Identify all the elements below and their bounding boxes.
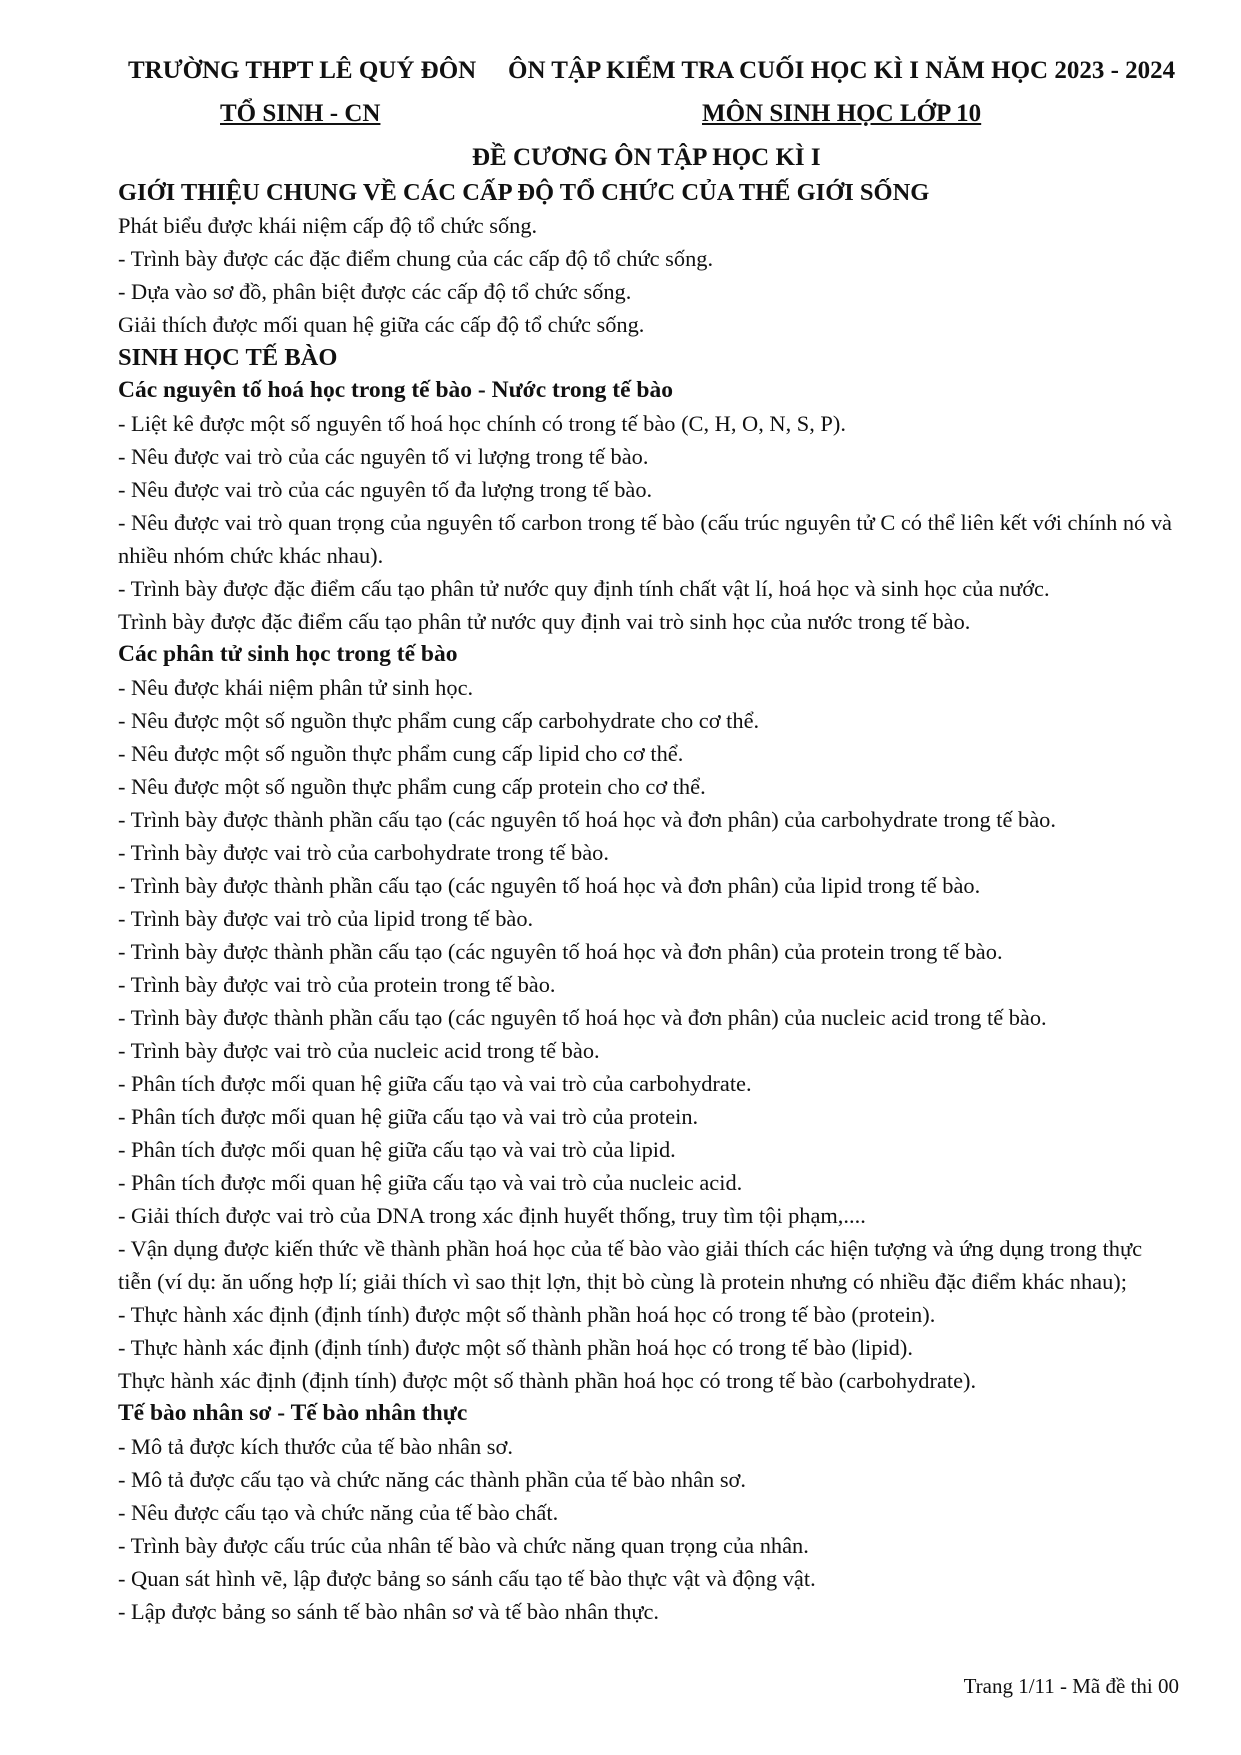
content-line: - Trình bày được vai trò của lipid trong tế bào. <box>118 906 534 931</box>
content-line: Phát biểu được khái niệm cấp độ tổ chức sống. <box>118 213 538 238</box>
content-line: - Phân tích được mối quan hệ giữa cấu tạo và vai trò của lipid. <box>118 1137 676 1162</box>
content-line: - Nêu được khái niệm phân tử sinh học. <box>118 675 474 700</box>
content-line: - Trình bày được cấu trúc của nhân tế bào và chức năng quan trọng của nhân. <box>118 1533 809 1558</box>
content-line: - Nêu được một số nguồn thực phẩm cung cấp lipid cho cơ thể. <box>118 741 684 766</box>
content-line: - Trình bày được thành phần cấu tạo (các nguyên tố hoá học và đơn phân) của lipid trong tế bào. <box>118 873 981 898</box>
school-name: TRƯỜNG THPT LÊ QUÝ ĐÔN <box>128 57 477 84</box>
content-line: - Dựa vào sơ đồ, phân biệt được các cấp độ tổ chức sống. <box>118 279 632 304</box>
content-line: - Nêu được một số nguồn thực phẩm cung cấp carbohydrate cho cơ thể. <box>118 708 760 733</box>
content-line: - Trình bày được vai trò của protein trong tế bào. <box>118 972 556 997</box>
subject-name: MÔN SINH HỌC LỚP 10 <box>702 100 982 127</box>
content-line: - Trình bày được đặc điểm cấu tạo phân tử nước quy định tính chất vật lí, hoá học và sinh học của nước. <box>118 576 1050 601</box>
section-heading: GIỚI THIỆU CHUNG VỀ CÁC CẤP ĐỘ TỔ CHỨC CỦA THẾ GIỚI SỐNG <box>118 179 930 206</box>
section-heading: SINH HỌC TẾ BÀO <box>118 344 338 371</box>
content-line: - Trình bày được vai trò của carbohydrate trong tế bào. <box>118 840 609 865</box>
content-line: - Phân tích được mối quan hệ giữa cấu tạo và vai trò của carbohydrate. <box>118 1071 752 1096</box>
content-line: Thực hành xác định (định tính) được một số thành phần hoá học có trong tế bào (carbohydrate). <box>118 1368 977 1393</box>
content-line: - Nêu được vai trò của các nguyên tố vi lượng trong tế bào. <box>118 444 649 469</box>
content-line: - Liệt kê được một số nguyên tố hoá học chính có trong tế bào (C, H, O, N, S, P). <box>118 411 846 436</box>
document-body <box>118 176 1178 1628</box>
content-line: Trình bày được đặc điểm cấu tạo phân tử nước quy định vai trò sinh học của nước trong tế bào. <box>118 609 971 634</box>
content-line: - Thực hành xác định (định tính) được một số thành phần hoá học có trong tế bào (lipid). <box>118 1335 913 1360</box>
subsection-heading: Các phân tử sinh học trong tế bào <box>118 641 458 667</box>
department-name: TỔ SINH - CN <box>220 100 381 127</box>
subsection-heading: Các nguyên tố hoá học trong tế bào - Nước trong tế bào <box>118 377 673 403</box>
document-title: ĐỀ CƯƠNG ÔN TẬP HỌC KÌ I <box>472 144 821 171</box>
content-line: - Nêu được vai trò của các nguyên tố đa lượng trong tế bào. <box>118 477 653 502</box>
content-line: - Trình bày được thành phần cấu tạo (các nguyên tố hoá học và đơn phân) của nucleic acid trong tế bào. <box>118 1005 1047 1030</box>
content-line: - Thực hành xác định (định tính) được một số thành phần hoá học có trong tế bào (protein). <box>118 1302 936 1327</box>
exam-title: ÔN TẬP KIỂM TRA CUỐI HỌC KÌ I NĂM HỌC 2023 - 2024 <box>508 57 1176 84</box>
page-footer: Trang 1/11 - Mã đề thi 00 <box>963 1674 1179 1698</box>
content-line: - Lập được bảng so sánh tế bào nhân sơ và tế bào nhân thực. <box>118 1599 660 1624</box>
subsection-heading: Tế bào nhân sơ - Tế bào nhân thực <box>118 1400 468 1426</box>
content-line: - Giải thích được vai trò của DNA trong xác định huyết thống, truy tìm tội phạm,.... <box>118 1203 866 1228</box>
content-line: - Nêu được vai trò quan trọng của nguyên tố carbon trong tế bào (cấu trúc nguyên tử C có thể liên kết với chính nó và nhiều nhóm chức khác nhau). <box>118 510 1172 568</box>
content-line: - Phân tích được mối quan hệ giữa cấu tạo và vai trò của protein. <box>118 1104 699 1129</box>
content-line: - Nêu được một số nguồn thực phẩm cung cấp protein cho cơ thể. <box>118 774 706 799</box>
content-line: - Mô tả được cấu tạo và chức năng các thành phần của tế bào nhân sơ. <box>118 1467 746 1492</box>
content-line: - Trình bày được thành phần cấu tạo (các nguyên tố hoá học và đơn phân) của carbohydrate trong tế bào. <box>118 807 1056 832</box>
content-line: - Phân tích được mối quan hệ giữa cấu tạo và vai trò của nucleic acid. <box>118 1170 743 1195</box>
content-line: - Nêu được cấu tạo và chức năng của tế bào chất. <box>118 1500 559 1525</box>
content-line: - Trình bày được thành phần cấu tạo (các nguyên tố hoá học và đơn phân) của protein trong tế bào. <box>118 939 1003 964</box>
content-line: - Trình bày được các đặc điểm chung của các cấp độ tổ chức sống. <box>118 246 714 271</box>
content-line: - Trình bày được vai trò của nucleic acid trong tế bào. <box>118 1038 600 1063</box>
content-line: - Quan sát hình vẽ, lập được bảng so sánh cấu tạo tế bào thực vật và động vật. <box>118 1566 816 1591</box>
content-line: Giải thích được mối quan hệ giữa các cấp độ tổ chức sống. <box>118 312 645 337</box>
content-line: - Mô tả được kích thước của tế bào nhân sơ. <box>118 1434 513 1459</box>
content-line: - Vận dụng được kiến thức về thành phần hoá học của tế bào vào giải thích các hiện tượng và ứng dụng trong thực tiễn (ví dụ: ăn uống hợp lí; giải thích vì sao thịt lợn, thịt bò cùng là protein nhưng có nhiều đặc điểm khác nhau); <box>118 1236 1143 1294</box>
